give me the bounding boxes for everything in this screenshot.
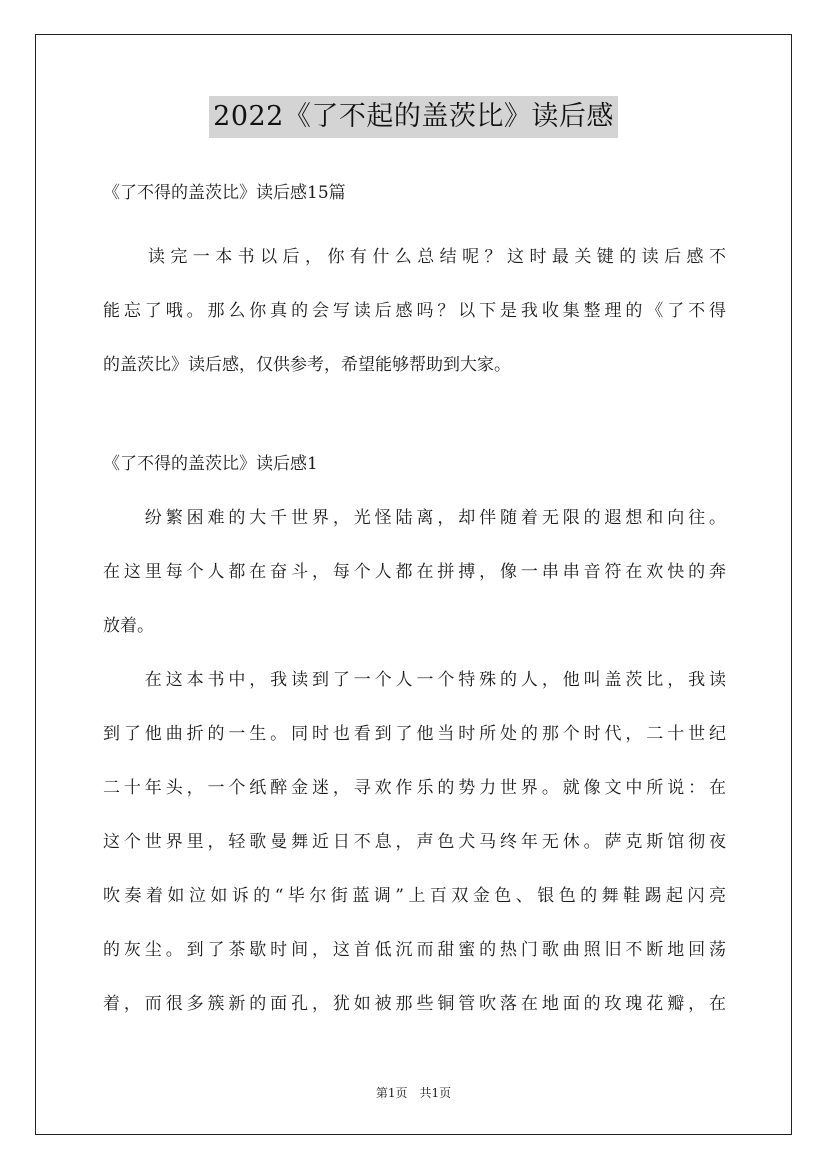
body-paragraph-2 xyxy=(103,653,726,1031)
title-container xyxy=(0,96,827,138)
page-footer: 第1页 共1页 xyxy=(375,1086,452,1100)
intro-line: 能忘了哦。那么你真的会写读后感吗？以下是我收集整理的《了不得 xyxy=(103,301,726,321)
body-paragraph-1 xyxy=(103,491,726,653)
intro-line: 的盖茨比》读后感，仅供参考，希望能够帮助到大家。 xyxy=(103,355,511,375)
paragraph-line: 吹奏着如泣如诉的“毕尔街蓝调”上百双金色、银色的舞鞋踢起闪亮 xyxy=(103,886,726,906)
paragraph-line: 放着。 xyxy=(103,616,154,636)
paragraph-line: 这个世界里，轻歌曼舞近日不息，声色犬马终年无休。萨克斯馆彻夜 xyxy=(103,832,726,852)
document-subtitle: 《了不得的盖茨比》读后感15篇 xyxy=(103,183,346,203)
paragraph-line: 在这本书中，我读到了一个人一个特殊的人，他叫盖茨比，我读 xyxy=(103,670,726,690)
paragraph-line: 到了他曲折的一生。同时也看到了他当时所处的那个时代，二十世纪 xyxy=(103,724,726,744)
intro-paragraph xyxy=(103,230,726,392)
intro-line: 读完一本书以后，你有什么总结呢？这时最关键的读后感不 xyxy=(103,247,726,267)
paragraph-line: 在这里每个人都在奋斗，每个人都在拼搏，像一串串音符在欢快的奔 xyxy=(103,562,726,582)
paragraph-line: 二十年头，一个纸醉金迷，寻欢作乐的势力世界。就像文中所说：在 xyxy=(103,778,726,798)
paragraph-line: 的灰尘。到了茶歇时间，这首低沉而甜蜜的热门歌曲照旧不断地回荡 xyxy=(103,940,726,960)
section-heading: 《了不得的盖茨比》读后感1 xyxy=(103,454,318,474)
document-title: 2022《了不起的盖茨比》读后感 xyxy=(209,96,618,138)
paragraph-line: 着，而很多簇新的面孔，犹如被那些铜管吹落在地面的玫瑰花瓣，在 xyxy=(103,994,726,1014)
paragraph-line: 纷繁困难的大千世界，光怪陆离，却伴随着无限的遐想和向往。 xyxy=(103,508,726,528)
